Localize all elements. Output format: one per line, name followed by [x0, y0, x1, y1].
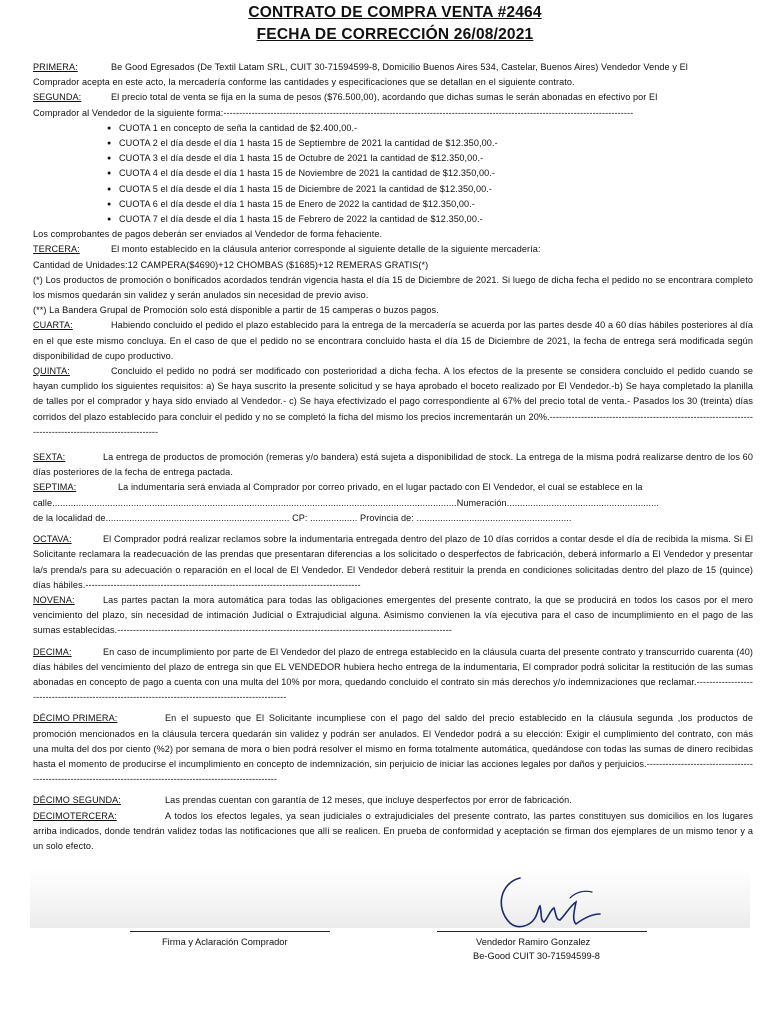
- clause-label: DECIMOTERCERA:: [33, 810, 117, 821]
- clause-quinta: [33, 364, 753, 440]
- buyer-signature-caption: Firma y Aclaración Comprador: [162, 937, 288, 947]
- clause-label: CUARTA:: [33, 320, 73, 331]
- clause-label: DÉCIMO SEGUNDA:: [33, 795, 121, 806]
- correction-date: FECHA DE CORRECCIÓN 26/08/2021: [256, 26, 534, 43]
- clause-text: Be Good Egresados (De Textil Latam SRL, CUIT 30-71594599-8, Domicilio Buenos Aires 534, Castelar, Buenos Aires) Vendedor Vende y El: [111, 62, 688, 72]
- units-quantity: Cantidad de Unidades:12 CAMPERA($4690)+12 CHOMBAS ($1685)+12 REMERAS GRATIS(*): [33, 259, 429, 270]
- clause-septima: [33, 480, 753, 495]
- seller-name: Vendedor Ramiro Gonzalez: [476, 937, 591, 947]
- clause-tercera: [33, 242, 753, 257]
- clause-text: El Comprador podrá realizar reclamos sobre la indumentaria entregada dentro del plazo de 10 días corridos a contar desde el día de recibida la misma. Si El Solicitante reclamara la readecuación de las prendas que presentaran diferencias a los solicitado o desperfectos de fabricación, deberá informarlo a El Vendedor y presentar la/s prenda/s para su adecuación o reparación en el local de El Vendedor. El Vendedor deberá restituir la prenda en condiciones solicitadas dentro del plazo de 15 (quince) días hábiles.----------------------------------------------------------------------------------------: [33, 534, 753, 590]
- promo-note-1: (*) Los productos de promoción o bonificados acordados tendrán vigencia hasta el día 15 de Diciembre de 2021. Si luego de dicha fecha el pedido no se encontrara completo los mismos quedarán sin validez y serán anulados sin necesidad de previo aviso.: [33, 274, 753, 301]
- clause-text: Comprador acepta en este acto, la mercadería conforme las cantidades y especificaciones que se detallan en el siguiente contrato.: [33, 77, 575, 88]
- list-item: ● CUOTA 7 el día desde el día 1 hasta 15 de Febrero de 2022 la cantidad de $12.350,00.-: [107, 212, 753, 227]
- clause-novena: [33, 593, 753, 639]
- list-item: ● CUOTA 3 el día desde el día 1 hasta 15 de Octubre de 2021 la cantidad de $12.350,00.-: [107, 151, 753, 166]
- clause-decimotercera: [33, 809, 753, 855]
- clause-text: El precio total de venta se fija en la suma de pesos ($76.500,00), acordando que dichas sumas le serán abonadas en efectivo por El: [111, 92, 658, 103]
- clause-label: SEPTIMA:: [33, 482, 77, 493]
- clause-text: En caso de incumplimiento por parte de El Vendedor del plazo de entrega establecido en la cláusula cuarta del presente contrato y transcurrido cuarenta (40) días hábiles del vencimiento del plazo de entrega sin que EL VENDEDOR hubiera hecho entrega de la indumentaria, El comprador podrá solicitar la restitución de las sumas abonadas en concepto de pago a cuenta con una multa del 10% por mora, quedando concluido el contrato sin más derechos y/o indemnizaciones que reclamar.---------------------------------------------------------------------------------------------------: [33, 646, 753, 703]
- payment-receipts-note: Los comprobantes de pagos deberán ser enviados al Vendedor de forma fehaciente.: [33, 229, 383, 240]
- clause-cuarta: [33, 318, 753, 364]
- clause-text: En el supuesto que El Solicitante incumpliese con el pago del saldo del precio establecido en la cláusula segunda ,los productos de promoción mencionados en la cláusula tercera quedarán sin validez y podrán ser anulados. El Vendedor podrá a su elección: Exigir el cumplimiento del contrato, con más una multa del dos por ciento (%2) por semana de mora o bien podrá resolver el mismo en forma totalmente automática, quedándose con todas las sumas de dinero recibidas hasta el momento de producirse el incumplimiento en concepto de indemnización, sin perjuicio de iniciar las acciones legales por daños y perjuicios.----------------------------------------------------------------------------------------------------------------: [33, 713, 753, 785]
- contract-body: [33, 60, 753, 854]
- clause-label: OCTAVA:: [33, 534, 72, 545]
- clause-label: SEXTA:: [33, 452, 66, 463]
- clause-sexta: [33, 450, 753, 480]
- seller-signature: [480, 868, 630, 938]
- clause-label: QUINTA:: [33, 366, 70, 377]
- clause-label: DECIMA:: [33, 646, 72, 657]
- seller-cuit: Be-Good CUIT 30-71594599-8: [473, 951, 600, 961]
- list-item: ● CUOTA 1 en concepto de seña la cantidad de $2.400,00.-: [107, 121, 753, 136]
- address-street-line: calle..........................................................................................................................................................Numeración..........................................................: [33, 497, 660, 508]
- clause-label: DÉCIMO PRIMERA:: [33, 713, 118, 724]
- list-item: ● CUOTA 5 el día desde el día 1 hasta 15 de Diciembre de 2021 la cantidad de $12.350,00.-: [107, 182, 753, 197]
- list-item: ● CUOTA 2 el día desde el día 1 hasta 15 de Septiembre de 2021 la cantidad de $12.350,00.-: [107, 136, 753, 151]
- signature-area: [0, 860, 768, 980]
- clause-decima: [33, 645, 753, 706]
- clause-text: La indumentaria será enviada al Comprador por correo privado, en el lugar pactado con El Vendedor, el cual se establece en la: [118, 482, 643, 493]
- clause-text: Habiendo concluido el pedido el plazo establecido para la entrega de la mercadería se acuerda por las partes desde 40 a 60 días hábiles posteriores al día en el que este mismo concluya. En el caso de que el pedido no se encontrara concluido hasta el día 15 de Diciembre de 2021, la fecha de entrega será modificada según disponibilidad de cupo productivo.: [33, 320, 753, 361]
- contract-title: CONTRATO DE COMPRA VENTA #2464: [248, 4, 542, 21]
- clause-label: PRIMERA:: [33, 62, 78, 72]
- clause-decimo-primera: [33, 711, 753, 787]
- clause-label: SEGUNDA:: [33, 92, 82, 103]
- clause-label: TERCERA:: [33, 244, 80, 255]
- clause-text: Las prendas cuentan con garantía de 12 meses, que incluye desperfectos por error de fabricación.: [165, 795, 572, 806]
- clause-text: Comprador al Vendedor de la siguiente forma:-----------------------------------------------------------------------------------------------------------------------------------: [33, 107, 634, 118]
- clause-text: La entrega de productos de promoción (remeras y/o bandera) está sujeta a disponibilidad de stock. La entrega de la misma podrá realizarse dentro de los 60 días posteriores de la fecha de entrega pactada.: [33, 452, 753, 478]
- list-item: ● CUOTA 6 el día desde el día 1 hasta 15 de Enero de 2022 la cantidad de $12.350,00.-: [107, 197, 753, 212]
- address-locality-line: de la localidad de...................................................................... CP: .................. Provincia de: ...........................................................: [33, 512, 572, 523]
- clause-text: El monto establecido en la cláusula anterior corresponde al siguiente detalle de la siguiente mercadería:: [111, 244, 541, 255]
- clause-text: Concluido el pedido no podrá ser modificado con posterioridad a dicha fecha. A los efectos de la presente se considera concluido el pedido cuando se hayan cumplido los siguientes requisitos: a) Se haya suscrito la presente solicitud y se haya aprobado el boceto realizado por El Vendedor.-b) Se haya completado la planilla de talles por el comprador y haya sido enviado al Vendedor.- c) Se haya efectivizado el pago correspondiente al 67% del precio total de venta.- Pasados los 30 (treinta) días corridos del plazo establecido para concluir el pedido y no se completó la ficha del mismo los precios incrementarán un 20%.---------------------------------------------------------------------------------------------------------: [33, 366, 753, 437]
- seller-signature-line: [437, 931, 647, 932]
- promo-note-2: (**) La Bandera Grupal de Promoción solo está disponible a partir de 15 camperas o buzos pagos.: [33, 305, 439, 316]
- clause-primera: [33, 60, 753, 75]
- clause-octava: [33, 532, 753, 593]
- installments-list: [33, 121, 753, 227]
- list-item: ● CUOTA 4 el día desde el día 1 hasta 15 de Noviembre de 2021 la cantidad de $12.350,00.-: [107, 166, 753, 181]
- clause-segunda: [33, 90, 753, 105]
- clause-text: A todos los efectos legales, ya sean judiciales o extrajudiciales del presente contrato, las partes constituyen sus domicilios en los lugares arriba indicados, donde tendrán validez todas las notificaciones que allí se realicen. En prueba de conformidad y aceptación se firman dos ejemplares de un mismo tenor y a un solo efecto.: [33, 810, 753, 851]
- buyer-signature-line: [130, 931, 330, 932]
- clause-text: Las partes pactan la mora automática para todas las obligaciones emergentes del presente contrato, la que se producirá en todos los casos por el mero vencimiento del plazo, sin necesidad de intimación Judicial o Extrajudicial alguna. Asimismo convienen la vía ejecutiva para el caso de incumplimiento en el pago de las sumas establecidas.-----------------------------------------------------------------------------------------------------------: [33, 594, 753, 636]
- clause-decimo-segunda: [33, 793, 753, 808]
- clause-label: NOVENA:: [33, 594, 75, 605]
